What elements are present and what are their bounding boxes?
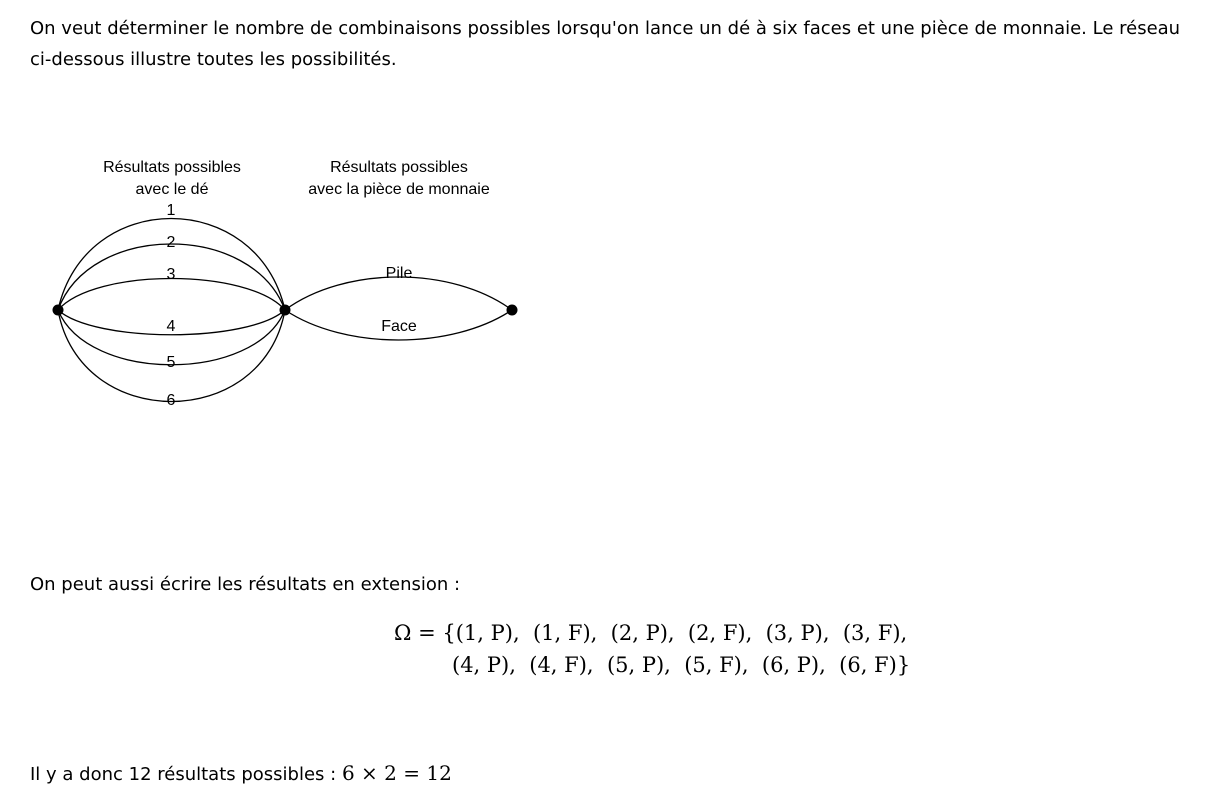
die-outcome-label: 6 [166, 392, 176, 409]
sample-space-formula [394, 617, 910, 681]
coin-header-line2: avec la pièce de monnaie [308, 181, 490, 198]
die-header-line1: Résultats possibles [103, 159, 241, 176]
die-outcome-label: 2 [166, 234, 176, 251]
conclusion-paragraph [30, 760, 452, 788]
intro-paragraph: On veut déterminer le nombre de combinaisons possibles lorsqu'on lance un dé à six faces et une pièce de monnaie. Le réseau ci-dessous illustre toutes les possibilités. [30, 18, 1181, 70]
formula-line-1: Ω = {(1, P), (1, F), (2, P), (2, F), (3, P), (3, F), [394, 621, 908, 645]
formula-line-2: (4, P), (4, F), (5, P), (5, F), (6, P), (6, F)} [452, 653, 911, 677]
die-outcome-label: 3 [166, 266, 176, 283]
die-header-line2: avec le dé [135, 181, 209, 198]
coin-header-line1: Résultats possibles [330, 159, 468, 176]
coin-outcome-label: Pile [385, 265, 413, 282]
die-outcome-label: 4 [166, 318, 176, 335]
start-node [53, 305, 64, 316]
extension-paragraph: On peut aussi écrire les résultats en extension : [30, 574, 461, 595]
die-edge-3 [58, 279, 285, 311]
die-outcome-label: 1 [166, 202, 176, 219]
die-outcome-label: 5 [166, 354, 176, 371]
conclusion-math: 6 × 2 = 12 [341, 761, 452, 785]
end-node [507, 305, 518, 316]
conclusion-text: Il y a donc 12 résultats possibles : [30, 764, 342, 785]
coin-outcome-label: Face [381, 318, 417, 335]
middle-node [280, 305, 291, 316]
die-edge-1 [58, 219, 285, 311]
